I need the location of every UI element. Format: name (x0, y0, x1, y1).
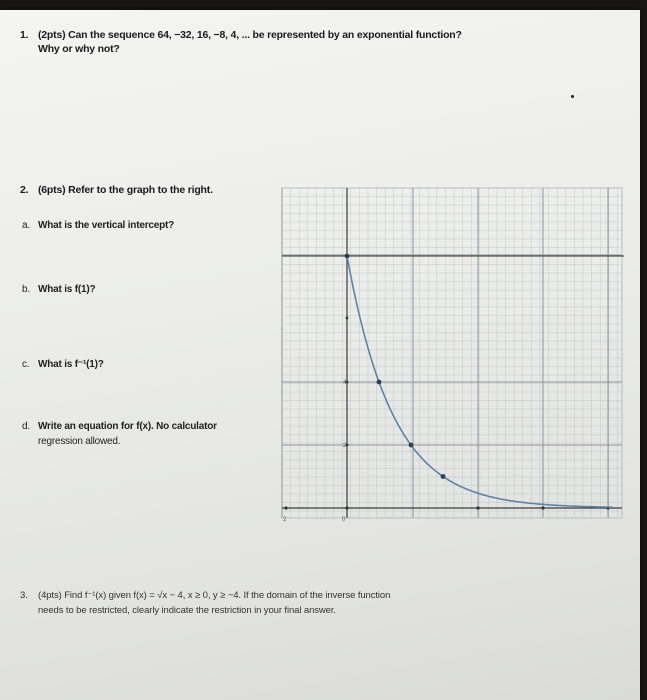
data-point (409, 443, 414, 448)
x-axis-tick (284, 506, 287, 509)
x-tick-label-2: 2 (283, 517, 287, 523)
question-2d-text: Write an equation for f(x). No calculator (38, 421, 217, 432)
question-2b-label: b. (22, 284, 30, 295)
question-2c-label: c. (22, 359, 30, 370)
question-2a-text: What is the vertical intercept? (38, 220, 175, 231)
question-1-line2: Why or why not? (38, 43, 120, 55)
question-2-number: 2. (20, 184, 29, 196)
x-axis-tick (476, 506, 479, 509)
question-3 (20, 588, 390, 618)
question-3-line2: needs to be restricted, clearly indicate the restriction in your final answer. (38, 605, 336, 616)
question-3-number: 3. (20, 590, 28, 601)
question-1-number: 1. (20, 29, 29, 41)
x-axis-tick (541, 506, 544, 509)
y-axis-tick (346, 317, 349, 320)
y-tick-label-2: 2 (343, 443, 347, 449)
data-point (345, 254, 350, 259)
question-1-text: (2pts) Can the sequence 64, −32, 16, −8, 4, ... be represented by an exponential function? (38, 29, 462, 41)
data-point (441, 474, 446, 479)
data-point (377, 380, 382, 385)
x-axis-tick (345, 506, 348, 509)
y-tick-label-4: 4 (343, 380, 347, 386)
question-2d-label: d. (22, 421, 30, 432)
stray-mark (571, 95, 574, 98)
question-2-text: (6pts) Refer to the graph to the right. (38, 184, 213, 196)
question-2c-text: What is f⁻¹(1)? (38, 359, 104, 370)
x-tick-label-0: 0 (342, 517, 346, 523)
question-2d-line2: regression allowed. (38, 436, 121, 447)
question-2a-label: a. (22, 220, 30, 231)
question-2b-text: What is f(1)? (38, 284, 96, 295)
graph-grid (282, 188, 622, 518)
question-3-text: (4pts) Find f⁻¹(x) given f(x) = √x − 4, x ≥ 0, y ≥ −4. If the domain of the inverse function (38, 590, 391, 601)
